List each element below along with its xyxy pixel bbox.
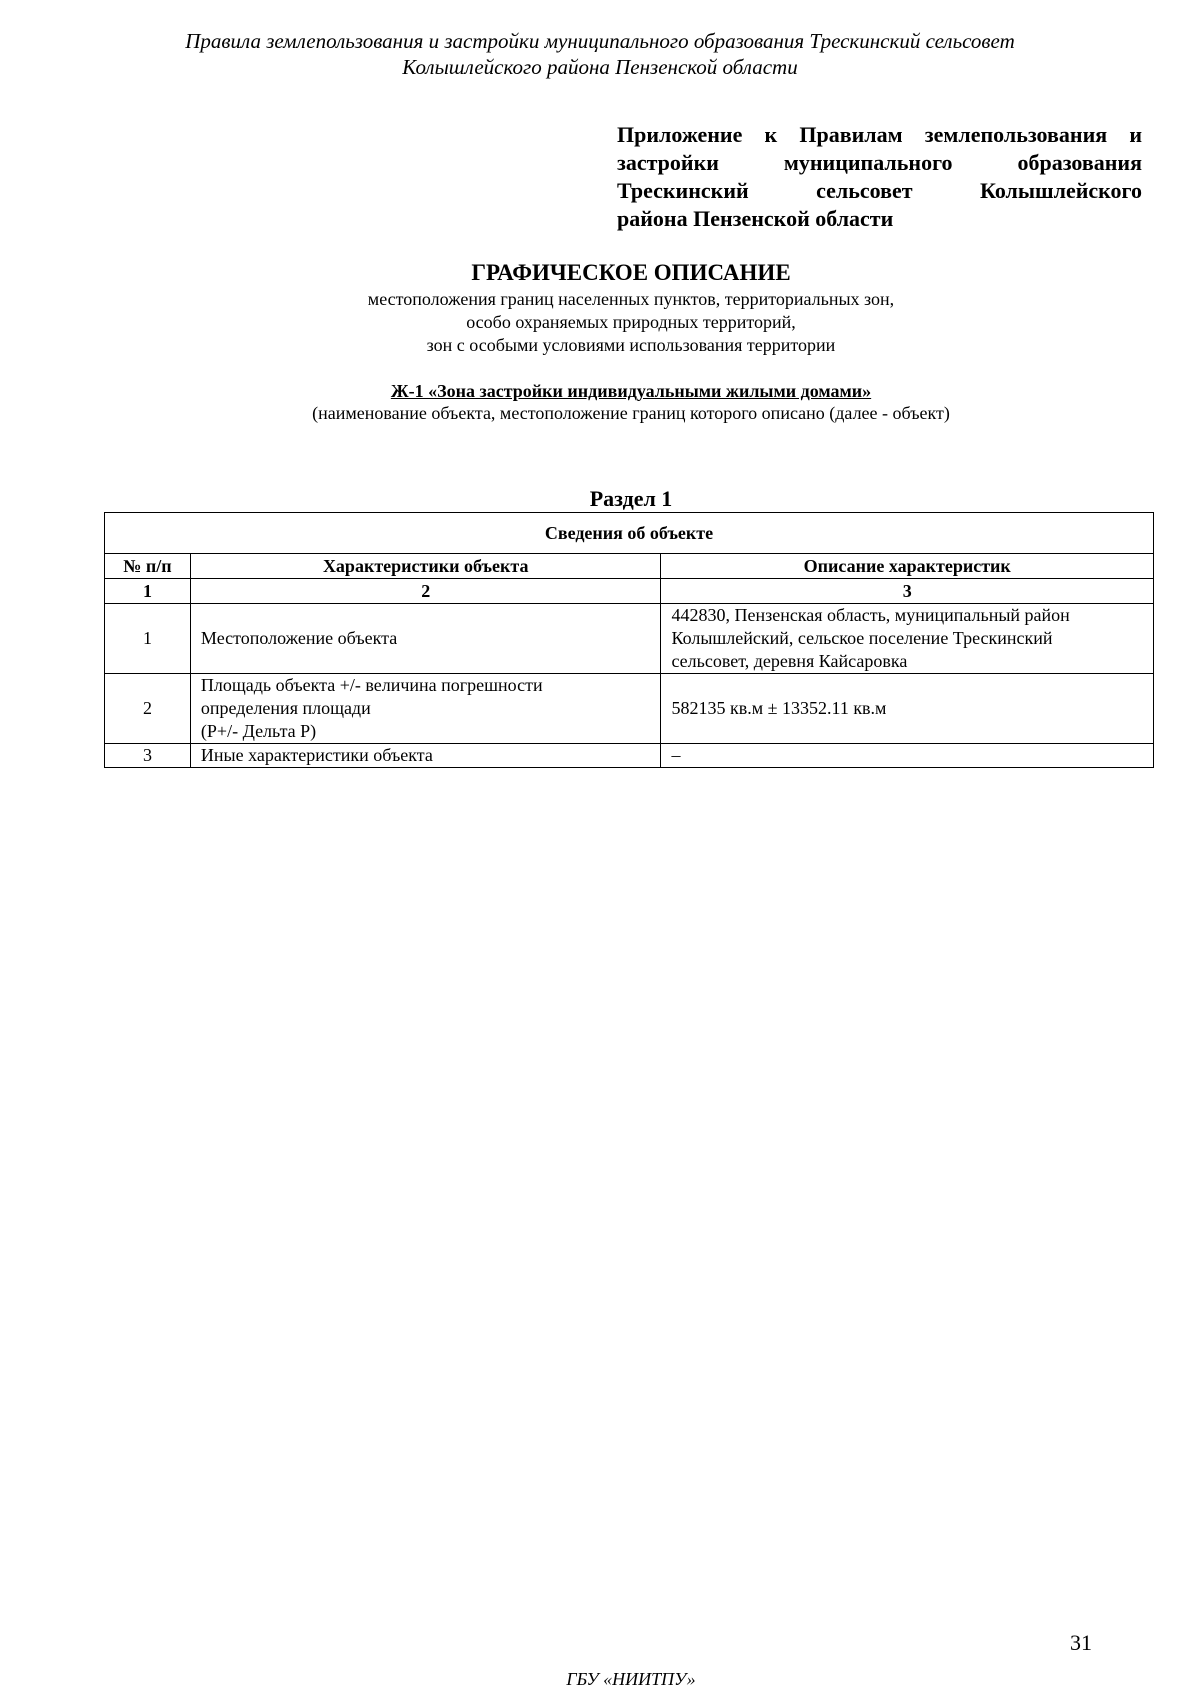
- header-description: Описание характеристик: [661, 554, 1154, 579]
- title-subline-2: особо охраняемых природных территорий,: [466, 312, 796, 332]
- description-line: –: [671, 745, 681, 765]
- description-line: сельсовет, деревня Кайсаровка: [671, 651, 908, 671]
- description-line: 442830, Пензенская область, муниципальный район: [671, 605, 1070, 625]
- column-number-2: 2: [190, 579, 661, 604]
- description-line: Колышлейский, сельское поселение Трескинский: [671, 628, 1053, 648]
- table-header-row: [105, 554, 1154, 579]
- table-caption: Сведения об объекте: [105, 513, 1154, 554]
- characteristic-line: определения площади: [200, 698, 371, 718]
- appendix-line-2: застройки муниципального образования: [617, 150, 1142, 175]
- header-line-2: Колышлейского района Пензенской области: [402, 55, 798, 79]
- column-number-3: 3: [661, 579, 1154, 604]
- row-characteristic: [190, 604, 661, 674]
- title-subline-1: местоположения границ населенных пунктов, территориальных зон,: [367, 289, 895, 309]
- header-number: № п/п: [105, 554, 191, 579]
- characteristic-line: (P+/- Дельта P): [200, 721, 317, 741]
- row-characteristic: [190, 674, 661, 744]
- page-footer: ГБУ «НИИТПУ»: [566, 1669, 696, 1689]
- document-title: ГРАФИЧЕСКОЕ ОПИСАНИЕ: [471, 260, 791, 285]
- object-name: Ж-1 «Зона застройки индивидуальными жилыми домами»: [390, 381, 872, 401]
- object-info-table: [104, 512, 1154, 768]
- page-number: 31: [1070, 1630, 1092, 1655]
- row-number: 3: [105, 744, 191, 768]
- table-row: [105, 744, 1154, 768]
- characteristic-line: Иные характеристики объекта: [200, 745, 433, 765]
- appendix-line-4: района Пензенской области: [617, 206, 894, 231]
- header-line-1: Правила землепользования и застройки муниципального образования Трескинский сельсовет: [185, 29, 1015, 53]
- appendix-note: [617, 121, 1142, 233]
- row-number: 1: [105, 604, 191, 674]
- row-description: [661, 674, 1154, 744]
- header-characteristic: Характеристики объекта: [190, 554, 661, 579]
- column-number-1: 1: [105, 579, 191, 604]
- table-row: [105, 604, 1154, 674]
- row-characteristic: [190, 744, 661, 768]
- document-title-block: [0, 258, 1200, 357]
- object-block: [0, 380, 1200, 425]
- table-row: [105, 674, 1154, 744]
- row-description: [661, 604, 1154, 674]
- characteristic-line: Площадь объекта +/- величина погрешности: [200, 675, 543, 695]
- section-title: Раздел 1: [589, 486, 673, 511]
- table-caption-row: [105, 513, 1154, 554]
- page-header: [0, 28, 1200, 80]
- row-description: [661, 744, 1154, 768]
- column-number-row: [105, 579, 1154, 604]
- description-line: 582135 кв.м ± 13352.11 кв.м: [671, 698, 887, 718]
- appendix-line-3: Трескинский сельсовет Колышлейского: [617, 178, 1142, 203]
- characteristic-line: Местоположение объекта: [200, 628, 398, 648]
- row-number: 2: [105, 674, 191, 744]
- title-subline-3: зон с особыми условиями использования территории: [426, 335, 836, 355]
- object-note: (наименование объекта, местоположение границ которого описано (далее - объект): [312, 403, 950, 423]
- object-name-wrap: [0, 380, 1200, 402]
- appendix-line-1: Приложение к Правилам землепользования и: [617, 122, 1142, 147]
